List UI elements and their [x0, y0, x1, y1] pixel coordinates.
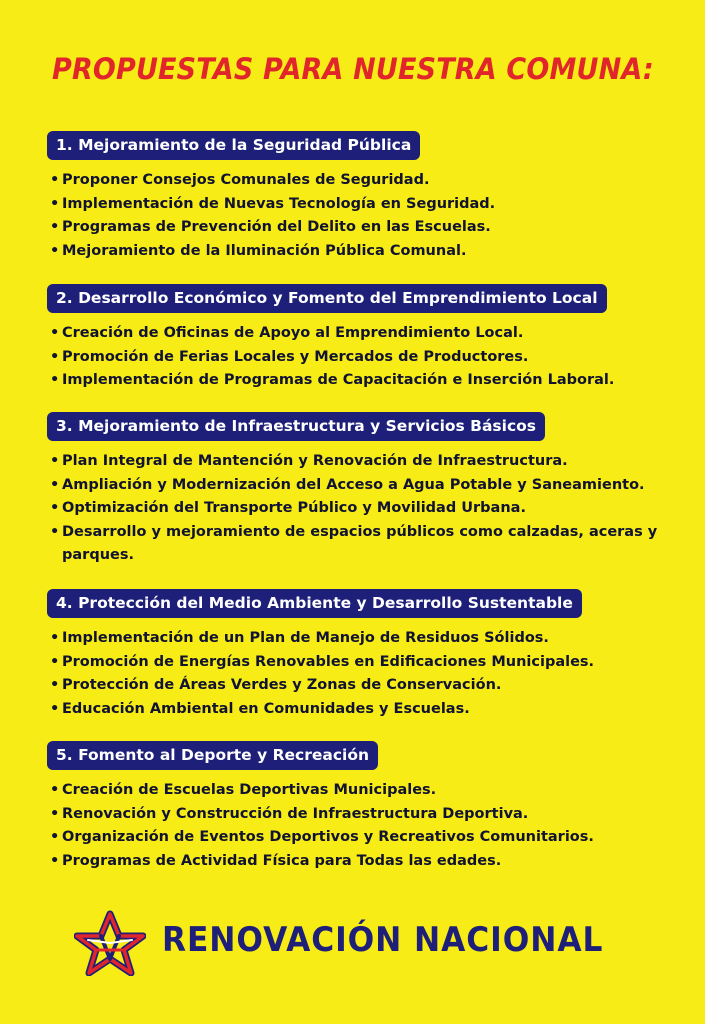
- list-item-text: Implementación de Programas de Capacitación e Inserción Laboral.: [62, 372, 615, 388]
- section-heading: 1. Mejoramiento de la Seguridad Pública: [47, 131, 420, 160]
- bullet-icon: •: [50, 219, 60, 235]
- section-item-list: [47, 322, 685, 393]
- section-infraestructura: [47, 412, 685, 568]
- bullet-icon: •: [50, 242, 60, 259]
- bullet-icon: •: [50, 653, 60, 670]
- bullet-icon: •: [50, 829, 60, 845]
- list-item: [47, 369, 685, 393]
- list-item-text: Creación de Oficinas de Apoyo al Emprendimiento Local.: [62, 325, 524, 341]
- list-item: [47, 240, 685, 264]
- list-item: [47, 169, 685, 193]
- list-item-text: Programas de Prevención del Delito en las Escuelas.: [62, 219, 491, 235]
- list-item: [47, 698, 685, 722]
- list-item-text: Implementación de Nuevas Tecnología en Seguridad.: [62, 195, 496, 212]
- list-item-text: Optimización del Transporte Público y Movilidad Urbana.: [62, 500, 526, 516]
- list-item: [47, 497, 685, 521]
- bullet-icon: •: [50, 782, 60, 798]
- section-item-list: [47, 627, 685, 721]
- list-item-text: Programas de Actividad Física para Todas las edades.: [62, 852, 502, 869]
- list-item-text: Protección de Áreas Verdes y Zonas de Conservación.: [62, 677, 502, 693]
- bullet-icon: •: [50, 195, 60, 212]
- list-item: [47, 826, 685, 850]
- list-item-text: Ampliación y Modernización del Acceso a Agua Potable y Saneamiento.: [62, 476, 645, 493]
- list-item-text: Desarrollo y mejoramiento de espacios públicos como calzadas, aceras y parques.: [62, 523, 658, 563]
- list-item-text: Promoción de Energías Renovables en Edificaciones Municipales.: [62, 653, 595, 670]
- section-item-list: [47, 169, 685, 263]
- list-item-text: Organización de Eventos Deportivos y Recreativos Comunitarios.: [62, 829, 594, 845]
- list-item: [47, 674, 685, 698]
- bullet-icon: •: [50, 630, 60, 646]
- list-item: [47, 474, 685, 498]
- list-item-text: Renovación y Construcción de Infraestructura Deportiva.: [62, 805, 529, 822]
- section-item-list: [47, 450, 685, 568]
- list-item-text: Implementación de un Plan de Manejo de Residuos Sólidos.: [62, 630, 549, 646]
- list-item-text: Proponer Consejos Comunales de Seguridad.: [62, 172, 430, 188]
- section-desarrollo-economico: [47, 284, 685, 393]
- party-star-logo-svg: [74, 910, 146, 976]
- section-item-list: [47, 779, 685, 873]
- section-heading: 4. Protección del Medio Ambiente y Desarrollo Sustentable: [47, 589, 582, 618]
- list-item: [47, 803, 685, 827]
- bullet-icon: •: [50, 500, 60, 516]
- section-heading: 2. Desarrollo Económico y Fomento del Emprendimiento Local: [47, 284, 607, 313]
- bullet-icon: •: [50, 523, 60, 540]
- page-title: PROPUESTAS PARA NUESTRA COMUNA:: [52, 52, 654, 86]
- bullet-icon: •: [50, 372, 60, 388]
- bullet-icon: •: [50, 805, 60, 822]
- section-medio-ambiente: [47, 589, 685, 721]
- bullet-icon: •: [50, 476, 60, 493]
- bullet-icon: •: [50, 700, 60, 717]
- bullet-icon: •: [50, 453, 60, 469]
- list-item: [47, 216, 685, 240]
- list-item: [47, 850, 685, 874]
- list-item-text: Plan Integral de Mantención y Renovación de Infraestructura.: [62, 453, 568, 469]
- party-star-logo-icon: [74, 910, 146, 976]
- bullet-icon: •: [50, 348, 60, 365]
- list-item: [47, 322, 685, 346]
- list-item: [47, 627, 685, 651]
- list-item-text: Mejoramiento de la Iluminación Pública Comunal.: [62, 242, 467, 259]
- bullet-icon: •: [50, 325, 60, 341]
- list-item: [47, 779, 685, 803]
- section-heading: 3. Mejoramiento de Infraestructura y Servicios Básicos: [47, 412, 545, 441]
- list-item-text: Creación de Escuelas Deportivas Municipales.: [62, 782, 437, 798]
- bullet-icon: •: [50, 172, 60, 188]
- list-item: [47, 651, 685, 675]
- brand-name: RENOVACIÓN NACIONAL: [162, 920, 604, 960]
- section-heading: 5. Fomento al Deporte y Recreación: [47, 741, 378, 770]
- bullet-icon: •: [50, 677, 60, 693]
- list-item: [47, 346, 685, 370]
- list-item: [47, 193, 685, 217]
- list-item-text: Educación Ambiental en Comunidades y Escuelas.: [62, 700, 470, 717]
- section-seguridad: [47, 131, 685, 263]
- list-item: [47, 450, 685, 474]
- section-deporte: [47, 741, 685, 873]
- list-item-text: Promoción de Ferias Locales y Mercados de Productores.: [62, 348, 529, 365]
- bullet-icon: •: [50, 852, 60, 869]
- list-item: [47, 521, 685, 568]
